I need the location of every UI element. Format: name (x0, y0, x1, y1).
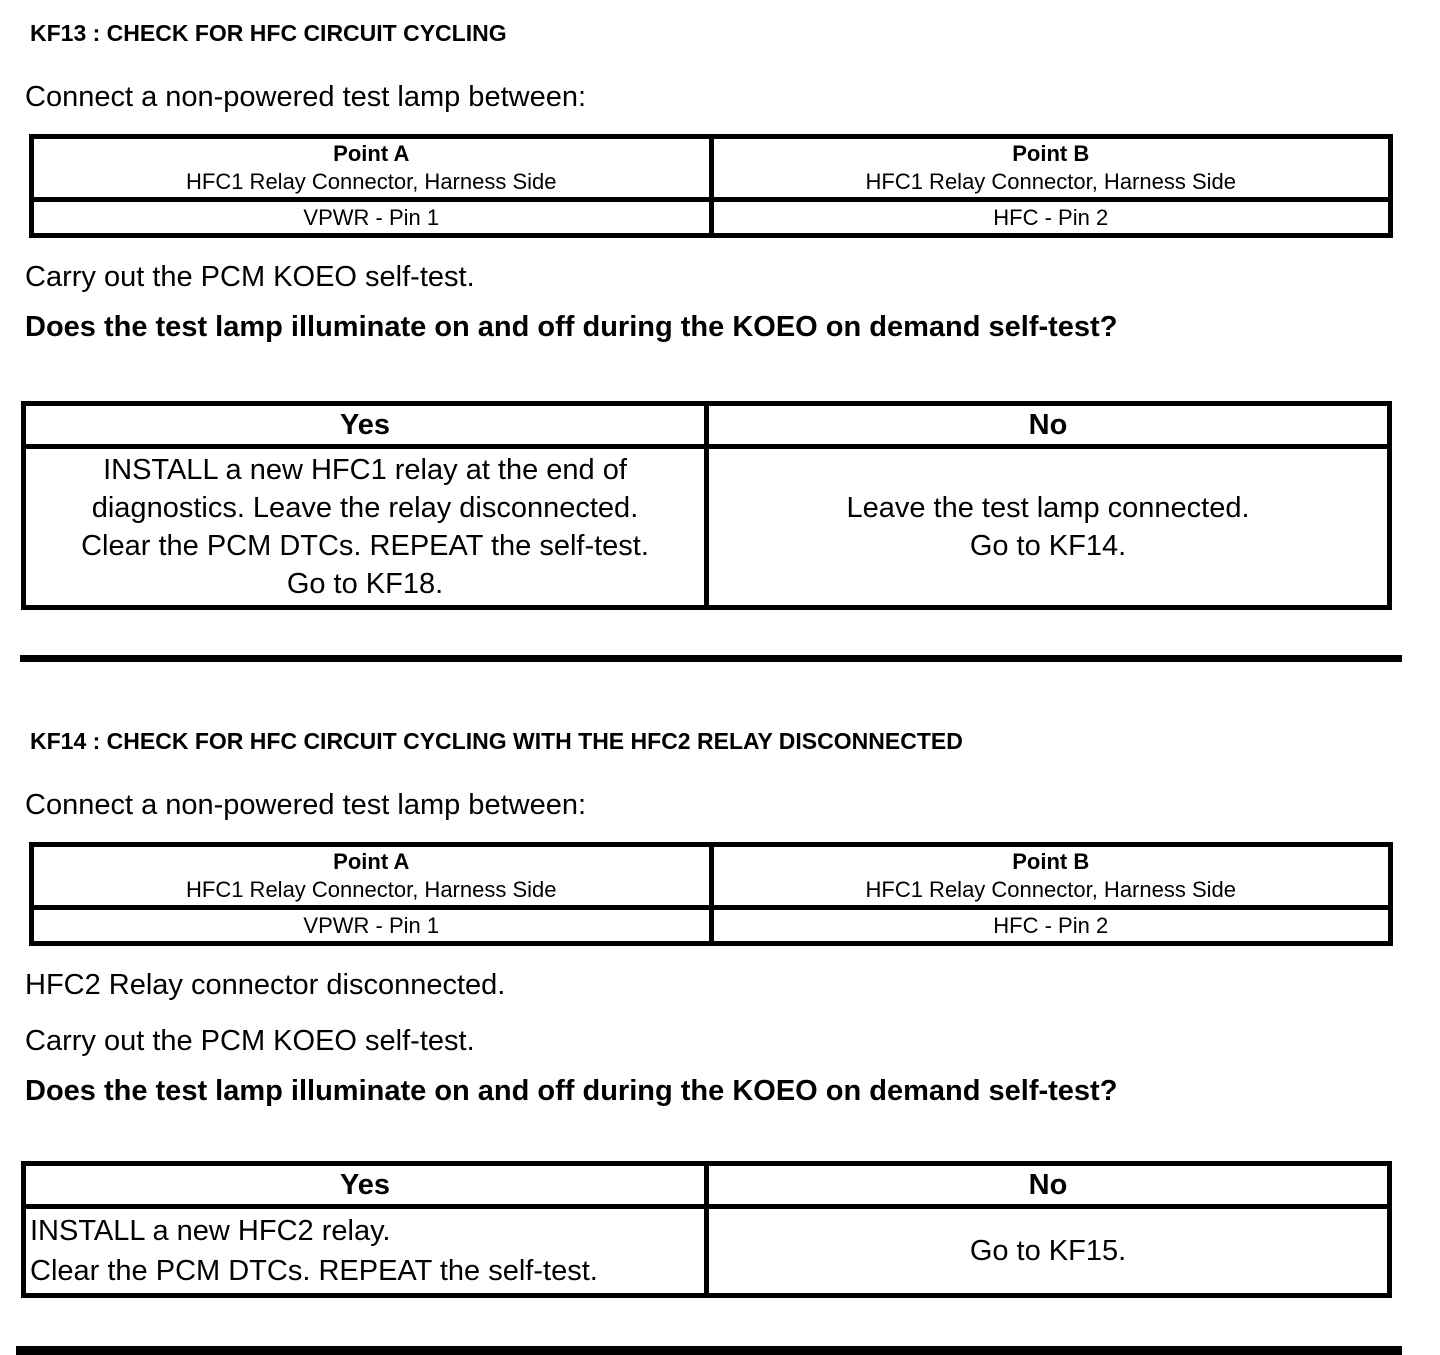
kf13-no-line-1: Leave the test lamp connected. (846, 492, 1250, 524)
kf13-point-a-subtitle: HFC1 Relay Connector, Harness Side (186, 169, 557, 194)
kf14-point-a-pin-cell: VPWR - Pin 1 (32, 908, 712, 944)
kf14-yes-header-cell: Yes (24, 1164, 707, 1207)
kf13-no-line-2: Go to KF14. (969, 530, 1127, 562)
kf14-point-b-header-cell (711, 845, 1391, 908)
kf14-points-pin-row (32, 908, 1391, 944)
kf14-decision-header-row (24, 1164, 1390, 1207)
kf14-points-table (29, 842, 1393, 946)
kf14-heading: KF14 : CHECK FOR HFC CIRCUIT CYCLING WITH THE HFC2 RELAY DISCONNECTED (30, 728, 963, 754)
kf13-heading: KF13 : CHECK FOR HFC CIRCUIT CYCLING (30, 20, 507, 46)
kf14-yes-action-cell (24, 1207, 707, 1296)
kf14-intro-text: Connect a non-powered test lamp between: (25, 789, 587, 821)
kf13-point-b-subtitle: HFC1 Relay Connector, Harness Side (865, 169, 1236, 194)
kf14-point-b-title: Point B (1012, 849, 1090, 874)
kf14-step-text-2: Carry out the PCM KOEO self-test. (25, 1025, 475, 1057)
kf13-step-text: Carry out the PCM KOEO self-test. (25, 261, 475, 293)
kf14-decision-table (21, 1161, 1392, 1298)
kf13-point-a-header-cell (32, 137, 712, 200)
kf13-decision-body-row (24, 447, 1390, 608)
kf14-no-line-1: Go to KF15. (969, 1235, 1127, 1267)
kf13-points-header-row (32, 137, 1391, 200)
kf14-yes-line-1: INSTALL a new HFC2 relay. (30, 1215, 391, 1247)
kf13-no-header-cell: No (707, 404, 1390, 447)
kf14-no-header-cell: No (707, 1164, 1390, 1207)
kf13-no-action-cell (707, 447, 1390, 608)
kf14-no-action-cell (707, 1207, 1390, 1296)
kf13-point-a-title: Point A (333, 141, 410, 166)
kf13-point-b-pin-cell: HFC - Pin 2 (711, 200, 1391, 236)
kf13-yes-header-cell: Yes (24, 404, 707, 447)
kf14-point-a-title: Point A (333, 849, 410, 874)
kf13-question-text: Does the test lamp illuminate on and off during the KOEO on demand self-test? (25, 311, 1118, 343)
kf14-point-a-header-cell (32, 845, 712, 908)
kf14-point-b-subtitle: HFC1 Relay Connector, Harness Side (865, 877, 1236, 902)
kf13-section-divider (20, 655, 1402, 662)
kf13-points-table (29, 134, 1393, 238)
kf13-yes-line-3: Clear the PCM DTCs. REPEAT the self-test. (81, 530, 649, 562)
kf14-section-divider (16, 1346, 1402, 1355)
kf14-point-a-subtitle: HFC1 Relay Connector, Harness Side (186, 877, 557, 902)
kf13-points-pin-row (32, 200, 1391, 236)
kf13-intro-text: Connect a non-powered test lamp between: (25, 81, 587, 113)
section-kf14 (0, 728, 1440, 1355)
kf13-yes-line-1: INSTALL a new HFC1 relay at the end of (103, 454, 627, 486)
kf13-decision-header-row (24, 404, 1390, 447)
kf13-point-b-header-cell (711, 137, 1391, 200)
kf14-step-text-1: HFC2 Relay connector disconnected. (25, 969, 506, 1001)
kf14-decision-body-row (24, 1207, 1390, 1296)
kf13-decision-table (21, 401, 1392, 610)
kf13-yes-action-cell (24, 447, 707, 608)
kf13-yes-line-4: Go to KF18. (286, 568, 444, 600)
kf13-point-a-pin-cell: VPWR - Pin 1 (32, 200, 712, 236)
kf14-points-header-row (32, 845, 1391, 908)
kf14-point-b-pin-cell: HFC - Pin 2 (711, 908, 1391, 944)
kf13-yes-line-2: diagnostics. Leave the relay disconnected. (91, 492, 639, 524)
kf14-question-text: Does the test lamp illuminate on and off during the KOEO on demand self-test? (25, 1075, 1118, 1107)
kf13-point-b-title: Point B (1012, 141, 1090, 166)
kf14-yes-line-2: Clear the PCM DTCs. REPEAT the self-test. (30, 1255, 598, 1287)
section-kf13 (0, 0, 1440, 662)
